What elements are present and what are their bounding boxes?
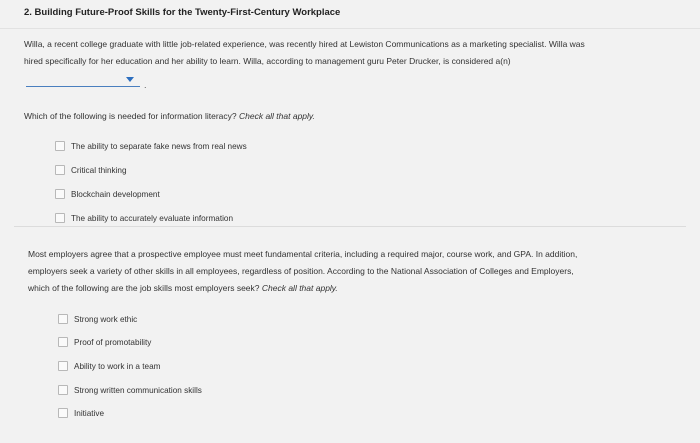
q2-line-2: employers seek a variety of other skills in all employees, regardless of position. According to the National Association of Colleges and Employers, — [28, 266, 574, 276]
question-title: 2. Building Future-Proof Skills for the Twenty-First-Century Workplace — [24, 7, 341, 18]
q1-prompt-text: Which of the following is needed for information literacy? — [24, 111, 237, 121]
q1-instruction: Check all that apply. — [238, 111, 315, 121]
intro-paragraph — [24, 36, 585, 70]
option-label: Ability to work in a team — [74, 361, 161, 371]
checkbox[interactable] — [55, 141, 65, 151]
checkbox[interactable] — [55, 213, 65, 223]
checkbox[interactable] — [55, 165, 65, 175]
option-label: The ability to separate fake news from real news — [71, 141, 247, 151]
option-label: Critical thinking — [71, 165, 127, 175]
option-label: Blockchain development — [71, 189, 160, 199]
q1-option[interactable] — [55, 140, 247, 152]
q2-option[interactable] — [58, 313, 137, 325]
q1-option[interactable] — [55, 212, 233, 224]
option-label: Initiative — [74, 408, 105, 418]
title-divider — [0, 28, 700, 29]
sentence-period: . — [144, 80, 147, 90]
option-label: Strong written communication skills — [74, 385, 202, 395]
option-label: Strong work ethic — [74, 314, 138, 324]
q1-prompt — [24, 111, 315, 121]
checkbox[interactable] — [55, 189, 65, 199]
q2-option[interactable] — [58, 336, 151, 348]
checkbox[interactable] — [58, 408, 68, 418]
option-label: The ability to accurately evaluate information — [71, 213, 234, 223]
q2-line-3: which of the following are the job skills most employers seek? — [28, 283, 260, 293]
checkbox[interactable] — [58, 337, 68, 347]
q2-line-3-wrap — [28, 280, 577, 297]
dropdown-arrow-icon[interactable] — [126, 77, 134, 82]
intro-line-1: Willa, a recent college graduate with little job-related experience, was recently hired at Lewiston Communications as a marketing specialist. Willa was — [24, 39, 585, 49]
intro-line-2: hired specifically for her education and her ability to learn. Willa, according to management guru Peter Drucker, is considered a(n) — [24, 56, 511, 66]
answer-dropdown[interactable] — [26, 72, 140, 87]
q2-line-1: Most employers agree that a prospective employee must meet fundamental criteria, including a required major, course work, and GPA. In addition, — [28, 249, 578, 259]
checkbox[interactable] — [58, 314, 68, 324]
checkbox[interactable] — [58, 385, 68, 395]
q2-option[interactable] — [58, 407, 104, 419]
q1-option[interactable] — [55, 188, 160, 200]
q2-paragraph — [28, 246, 577, 297]
q2-instruction: Check all that apply. — [261, 283, 338, 293]
q2-option[interactable] — [58, 384, 202, 396]
q2-option[interactable] — [58, 360, 160, 372]
q1-option[interactable] — [55, 164, 127, 176]
checkbox[interactable] — [58, 361, 68, 371]
option-label: Proof of promotability — [74, 337, 152, 347]
section-divider — [14, 226, 686, 227]
